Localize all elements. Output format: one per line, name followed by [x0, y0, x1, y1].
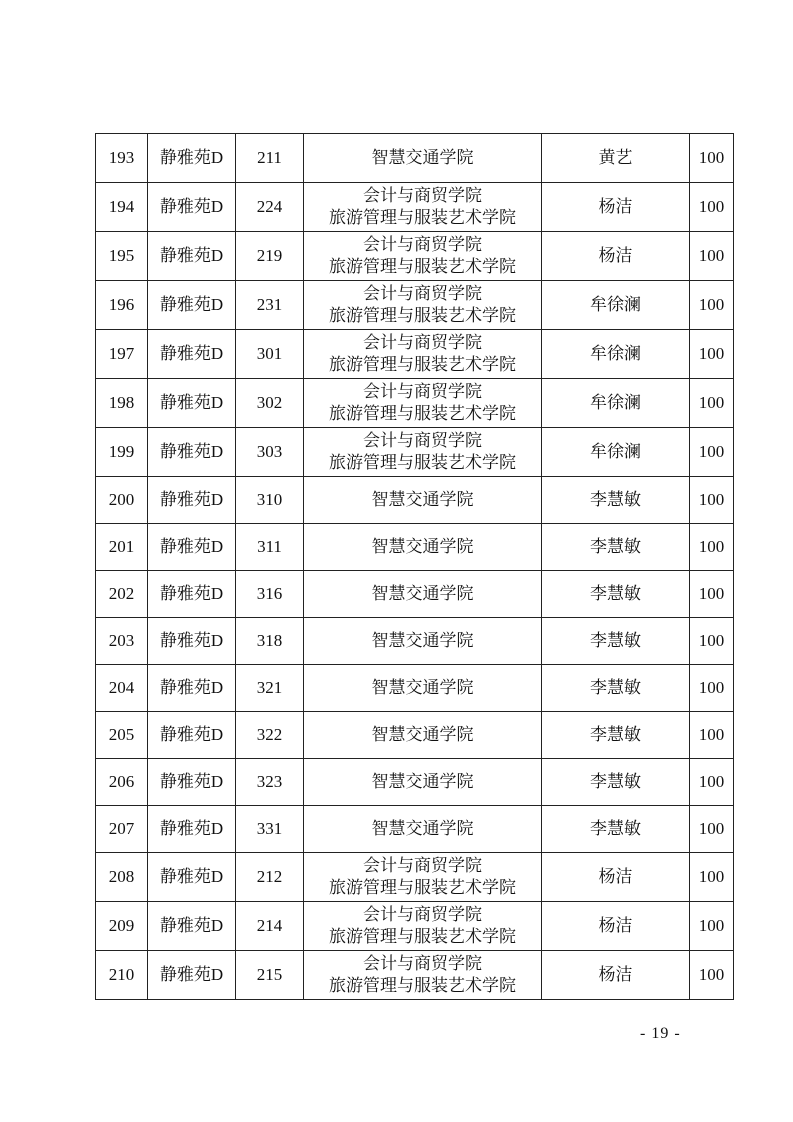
room-cell: 316	[236, 571, 304, 618]
table-row	[96, 951, 734, 1000]
table-row	[96, 759, 734, 806]
score-cell: 100	[690, 232, 734, 281]
college-name: 旅游管理与服装艺术学院	[329, 404, 516, 423]
person-cell: 李慧敏	[542, 806, 690, 853]
score-cell: 100	[690, 853, 734, 902]
room-cell: 301	[236, 330, 304, 379]
college-name: 会计与商贸学院	[363, 431, 482, 450]
college-name: 旅游管理与服装艺术学院	[329, 878, 516, 897]
person-cell: 杨洁	[542, 183, 690, 232]
table-row	[96, 134, 734, 183]
score-cell: 100	[690, 759, 734, 806]
person-cell: 杨洁	[542, 853, 690, 902]
row-number-cell: 196	[96, 281, 148, 330]
row-number-cell: 207	[96, 806, 148, 853]
college-cell	[304, 477, 542, 524]
table-row	[96, 665, 734, 712]
building-cell: 静雅苑D	[148, 477, 236, 524]
college-name: 会计与商贸学院	[363, 235, 482, 254]
table-row	[96, 524, 734, 571]
score-cell: 100	[690, 665, 734, 712]
row-number-cell: 202	[96, 571, 148, 618]
row-number-cell: 197	[96, 330, 148, 379]
college-cell	[304, 806, 542, 853]
college-cell	[304, 330, 542, 379]
building-cell: 静雅苑D	[148, 618, 236, 665]
person-cell: 牟徐澜	[542, 428, 690, 477]
building-cell: 静雅苑D	[148, 902, 236, 951]
table-row	[96, 428, 734, 477]
college-name: 会计与商贸学院	[363, 856, 482, 875]
table-row	[96, 379, 734, 428]
room-cell: 303	[236, 428, 304, 477]
college-cell	[304, 134, 542, 183]
college-name: 智慧交通学院	[371, 584, 474, 603]
score-cell: 100	[690, 330, 734, 379]
person-cell: 牟徐澜	[542, 281, 690, 330]
college-cell	[304, 902, 542, 951]
room-cell: 311	[236, 524, 304, 571]
building-cell: 静雅苑D	[148, 232, 236, 281]
person-cell: 杨洁	[542, 232, 690, 281]
person-cell: 李慧敏	[542, 524, 690, 571]
table-row	[96, 183, 734, 232]
person-cell: 李慧敏	[542, 618, 690, 665]
row-number-cell: 204	[96, 665, 148, 712]
building-cell: 静雅苑D	[148, 712, 236, 759]
table-row	[96, 806, 734, 853]
college-cell	[304, 618, 542, 665]
table-row	[96, 477, 734, 524]
college-cell	[304, 853, 542, 902]
room-cell: 214	[236, 902, 304, 951]
college-name: 旅游管理与服装艺术学院	[329, 306, 516, 325]
college-name: 智慧交通学院	[371, 725, 474, 744]
row-number-cell: 193	[96, 134, 148, 183]
score-cell: 100	[690, 951, 734, 1000]
college-cell	[304, 524, 542, 571]
college-cell	[304, 232, 542, 281]
college-name: 会计与商贸学院	[363, 186, 482, 205]
score-cell: 100	[690, 618, 734, 665]
college-name: 智慧交通学院	[371, 772, 474, 791]
building-cell: 静雅苑D	[148, 951, 236, 1000]
table-body	[96, 134, 734, 1000]
page-number: - 19 -	[640, 1025, 681, 1042]
building-cell: 静雅苑D	[148, 759, 236, 806]
row-number-cell: 205	[96, 712, 148, 759]
room-cell: 231	[236, 281, 304, 330]
row-number-cell: 206	[96, 759, 148, 806]
building-cell: 静雅苑D	[148, 379, 236, 428]
building-cell: 静雅苑D	[148, 665, 236, 712]
score-cell: 100	[690, 524, 734, 571]
building-cell: 静雅苑D	[148, 524, 236, 571]
college-name: 智慧交通学院	[371, 490, 474, 509]
college-name: 智慧交通学院	[371, 148, 474, 167]
score-cell: 100	[690, 134, 734, 183]
college-cell	[304, 712, 542, 759]
college-cell	[304, 759, 542, 806]
college-name: 旅游管理与服装艺术学院	[329, 257, 516, 276]
person-cell: 牟徐澜	[542, 330, 690, 379]
building-cell: 静雅苑D	[148, 183, 236, 232]
college-name: 智慧交通学院	[371, 678, 474, 697]
room-cell: 302	[236, 379, 304, 428]
row-number-cell: 199	[96, 428, 148, 477]
room-cell: 310	[236, 477, 304, 524]
person-cell: 杨洁	[542, 951, 690, 1000]
building-cell: 静雅苑D	[148, 330, 236, 379]
table-row	[96, 281, 734, 330]
building-cell: 静雅苑D	[148, 428, 236, 477]
row-number-cell: 195	[96, 232, 148, 281]
score-cell: 100	[690, 428, 734, 477]
table-row	[96, 712, 734, 759]
person-cell: 黄艺	[542, 134, 690, 183]
person-cell: 李慧敏	[542, 712, 690, 759]
table-row	[96, 571, 734, 618]
dormitory-score-table	[95, 133, 734, 1000]
row-number-cell: 208	[96, 853, 148, 902]
college-name: 智慧交通学院	[371, 631, 474, 650]
room-cell: 331	[236, 806, 304, 853]
row-number-cell: 209	[96, 902, 148, 951]
score-cell: 100	[690, 379, 734, 428]
person-cell: 牟徐澜	[542, 379, 690, 428]
table-row	[96, 618, 734, 665]
college-cell	[304, 428, 542, 477]
row-number-cell: 201	[96, 524, 148, 571]
room-cell: 211	[236, 134, 304, 183]
building-cell: 静雅苑D	[148, 853, 236, 902]
score-cell: 100	[690, 806, 734, 853]
building-cell: 静雅苑D	[148, 571, 236, 618]
score-cell: 100	[690, 712, 734, 759]
college-cell	[304, 379, 542, 428]
college-cell	[304, 183, 542, 232]
table-row	[96, 853, 734, 902]
room-cell: 224	[236, 183, 304, 232]
score-cell: 100	[690, 902, 734, 951]
college-name: 会计与商贸学院	[363, 333, 482, 352]
row-number-cell: 194	[96, 183, 148, 232]
score-cell: 100	[690, 571, 734, 618]
college-name: 旅游管理与服装艺术学院	[329, 976, 516, 995]
college-name: 会计与商贸学院	[363, 284, 482, 303]
room-cell: 215	[236, 951, 304, 1000]
person-cell: 李慧敏	[542, 759, 690, 806]
college-name: 会计与商贸学院	[363, 954, 482, 973]
table-row	[96, 902, 734, 951]
table-row	[96, 330, 734, 379]
college-name: 旅游管理与服装艺术学院	[329, 927, 516, 946]
person-cell: 杨洁	[542, 902, 690, 951]
row-number-cell: 200	[96, 477, 148, 524]
row-number-cell: 203	[96, 618, 148, 665]
table-row	[96, 232, 734, 281]
college-cell	[304, 665, 542, 712]
row-number-cell: 210	[96, 951, 148, 1000]
college-name: 旅游管理与服装艺术学院	[329, 208, 516, 227]
college-name: 智慧交通学院	[371, 537, 474, 556]
person-cell: 李慧敏	[542, 477, 690, 524]
row-number-cell: 198	[96, 379, 148, 428]
college-cell	[304, 281, 542, 330]
building-cell: 静雅苑D	[148, 134, 236, 183]
score-cell: 100	[690, 477, 734, 524]
college-name: 智慧交通学院	[371, 819, 474, 838]
room-cell: 219	[236, 232, 304, 281]
college-name: 旅游管理与服装艺术学院	[329, 355, 516, 374]
building-cell: 静雅苑D	[148, 281, 236, 330]
score-cell: 100	[690, 281, 734, 330]
room-cell: 323	[236, 759, 304, 806]
room-cell: 321	[236, 665, 304, 712]
college-name: 旅游管理与服装艺术学院	[329, 453, 516, 472]
college-cell	[304, 571, 542, 618]
score-cell: 100	[690, 183, 734, 232]
room-cell: 212	[236, 853, 304, 902]
room-cell: 318	[236, 618, 304, 665]
room-cell: 322	[236, 712, 304, 759]
college-name: 会计与商贸学院	[363, 382, 482, 401]
person-cell: 李慧敏	[542, 571, 690, 618]
college-cell	[304, 951, 542, 1000]
person-cell: 李慧敏	[542, 665, 690, 712]
college-name: 会计与商贸学院	[363, 905, 482, 924]
building-cell: 静雅苑D	[148, 806, 236, 853]
